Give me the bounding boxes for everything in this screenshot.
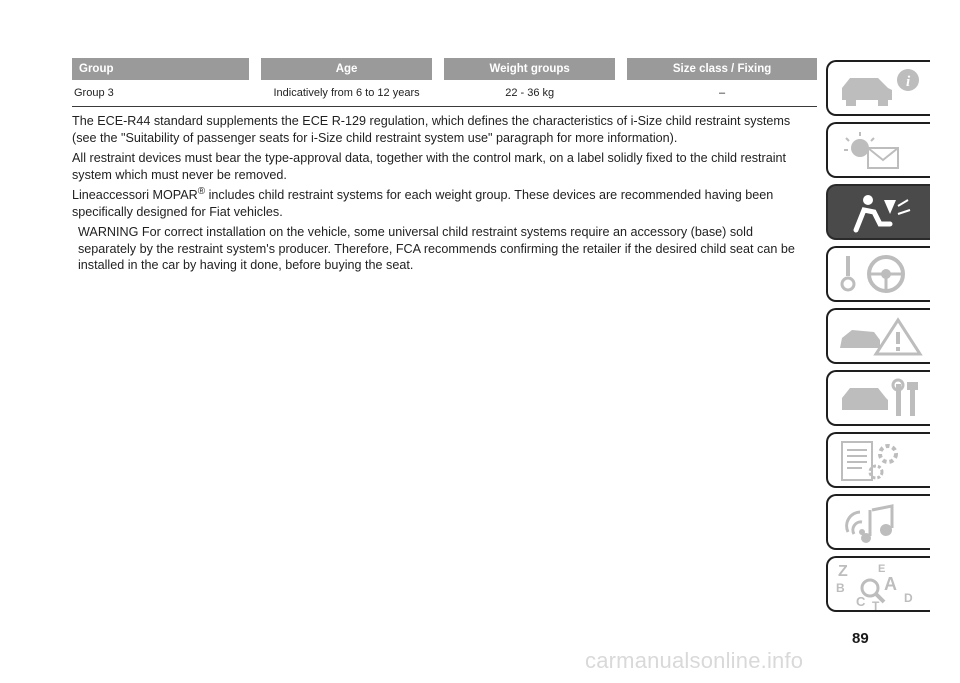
child-seat-table [72,58,817,107]
tab-dashboard[interactable] [826,122,930,178]
table-header [72,58,817,80]
page-content [72,113,812,278]
paragraph-mopar [72,187,812,220]
page-number: 89 [852,630,869,647]
cell-weight: 22 - 36 kg [505,87,555,99]
header-age: Age [261,58,432,80]
warning-note: WARNING For correct installation on the vehicle, some universal child restraint systems require an accessory (base) sold separately by the restraint system's producer. Therefore, FCA recommends confirming the retailer if the desired child seat can be installed in the car by having it done, before buying the seat. [78,225,795,272]
key-steering-wheel-icon [834,252,926,298]
watermark-text: carmanualsonline.info [585,648,804,673]
seat-airbag-safety-icon [834,190,926,236]
tab-multimedia[interactable] [826,494,930,550]
tab-servicing[interactable] [826,370,930,426]
chapter-tabs [826,0,960,683]
technical-data-gears-icon [834,438,926,484]
cell-size-class: – [719,87,726,99]
warning-lights-message-icon [834,128,926,174]
header-size-class: Size class / Fixing [627,58,817,80]
tab-safety[interactable] [826,184,930,240]
header-weight-groups: Weight groups [444,58,615,80]
cell-age: Indicatively from 6 to 12 years [273,87,420,99]
paragraph-type-approval: All restraint devices must bear the type-approval data, together with the control mark, on a label solidly fixed to the child restraint system which must never be removed. [72,151,787,182]
table-row [72,80,817,107]
registered-mark: ® [197,185,206,197]
tab-technical-data[interactable] [826,432,930,488]
index-letter: B [836,581,845,595]
index-letter: E [878,563,886,575]
tab-emergency[interactable] [826,308,930,364]
svg-text:i: i [906,74,911,90]
mopar-text: Lineaccessori MOPAR [72,188,198,202]
index-letter: A [884,574,897,594]
index-letter: T [872,599,880,612]
paragraph-ece-r44: The ECE-R44 standard supplements the ECE R-129 regulation, which defines the characteristics of i-Size child restraint systems (see the "Suitability of passenger seats for i-Size child restraint system use" paragraph for more information). [72,114,791,145]
index-letter: D [904,591,913,605]
header-group: Group [72,58,249,80]
car-maintenance-tools-icon [834,376,926,422]
alphabetical-index-icon [834,562,926,612]
mopar-text-rest: includes child restraint systems for each weight group. These devices are recommended having been specifically designed for Fiat vehicles. [72,188,774,219]
tab-knowing-car[interactable] [826,60,930,116]
index-letter: Z [838,563,848,580]
multimedia-icon [834,500,926,546]
tab-index[interactable] [826,556,930,612]
car-emergency-icon [834,314,926,360]
car-info-icon [834,66,926,112]
tab-starting-driving[interactable] [826,246,930,302]
cell-group: Group 3 [74,87,114,99]
index-letter: C [856,594,866,609]
